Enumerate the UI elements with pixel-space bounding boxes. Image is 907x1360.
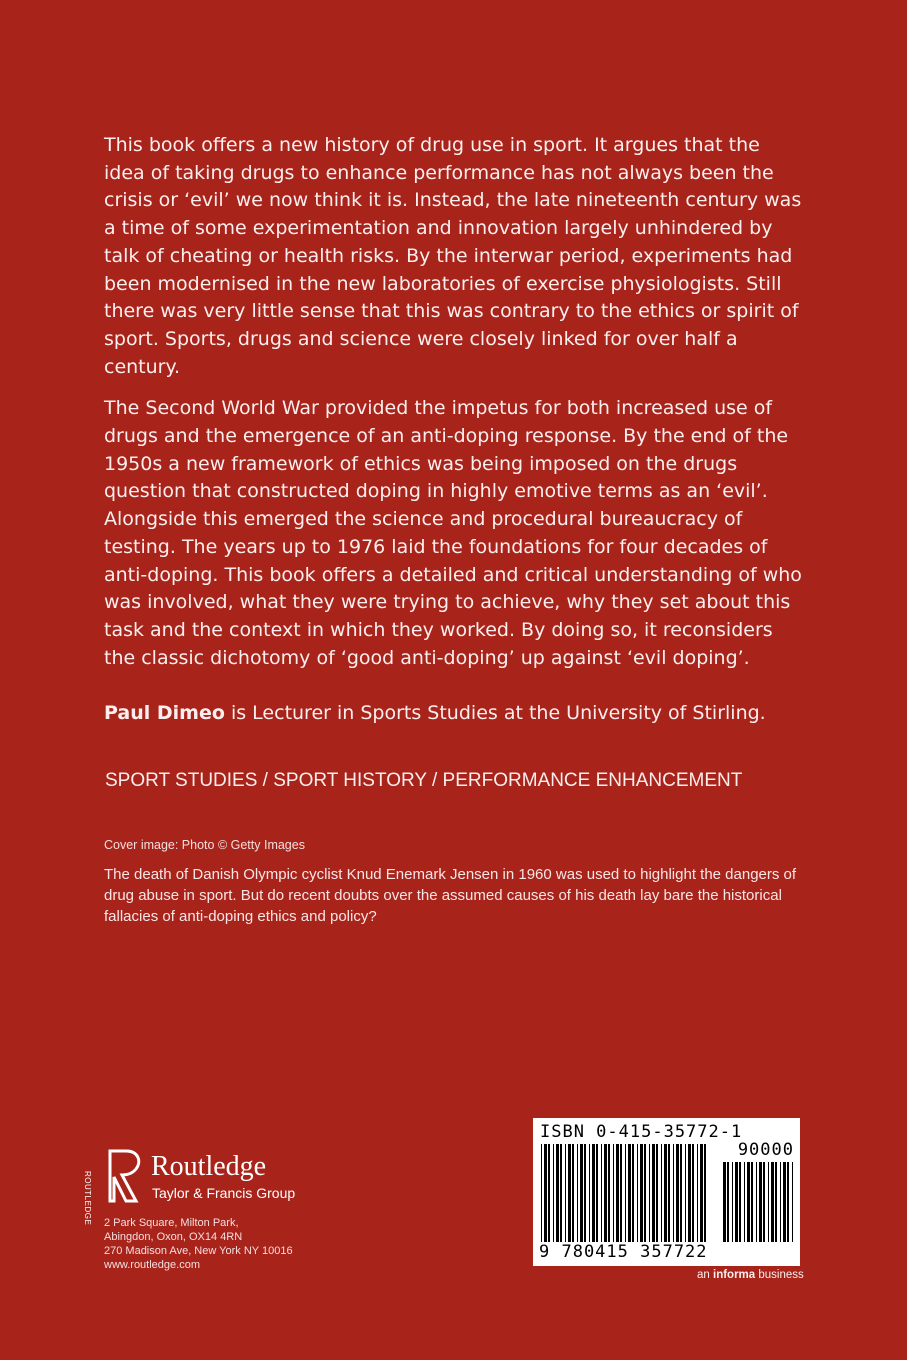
barcode-bar [601, 1144, 602, 1242]
barcode-bar [747, 1162, 750, 1242]
informa-brand: informa [713, 1269, 756, 1281]
informa-business-tag: an informa business [697, 1269, 804, 1281]
barcode-bar [739, 1162, 741, 1242]
barcode-bar [616, 1144, 619, 1242]
ean-number: 9 780415 357722 [539, 1242, 708, 1262]
isbn-barcode [533, 1118, 800, 1266]
barcode-bar [625, 1144, 626, 1242]
publisher-address [104, 1216, 293, 1272]
barcode-bar [620, 1144, 622, 1242]
barcode-bar [608, 1144, 610, 1242]
barcode-bar [780, 1162, 781, 1242]
address-line: 2 Park Square, Milton Park, [104, 1217, 239, 1229]
address-line: 270 Madison Ave, New York NY 10016 [104, 1245, 293, 1257]
barcode-bar [727, 1162, 729, 1242]
barcode-bar [637, 1144, 638, 1242]
routledge-r-icon [104, 1147, 148, 1207]
barcode-bar [652, 1144, 655, 1242]
barcode-bar [763, 1162, 765, 1242]
barcode-bar [744, 1162, 745, 1242]
barcode-bar [661, 1144, 662, 1242]
barcode-bar [768, 1162, 769, 1242]
description-paragraph-2: The Second World War provided the impetus for both increased use of drugs and the emergence of an anti-doping response. By the end of the 1950s a new framework of ethics was being imposed on the drugs question that constructed doping in highly emotive terms as an ‘evil’. Alongside this emerged the science and procedural bureaucracy of testing. The years up to 1976 laid the foundations for four decades of anti-doping. This book offers a detailed and critical understanding of who was involved, what they were trying to achieve, why they set about this task and the context in which they worked. By doing so, it reconsiders the classic dichotomy of ‘good anti-doping’ up against ‘evil doping’. [104, 397, 802, 669]
description-paragraph-1: This book offers a new history of drug use in sport. It argues that the idea of taking drugs to enhance performance has not always been the crisis or ‘evil’ we now think it is. Instead, the late nineteenth century was a time of some experimentation and innovation largely unhindered by talk of cheating or health risks. By the interwar period, experiments had been modernised in the new laboratories of exercise physiologists. Still there was very little sense that this was contrary to the ethics or spirit of sport. Sports, drugs and science were closely linked for over half a century. [104, 134, 802, 378]
publisher-group: Taylor & Francis Group [152, 1185, 296, 1201]
barcode-bar [568, 1144, 571, 1242]
barcode-bar [668, 1144, 670, 1242]
publisher-name: Routledge [151, 1151, 267, 1182]
barcode-bar [700, 1144, 703, 1242]
barcode-bar [556, 1144, 559, 1242]
address-line: Abingdon, Oxon, OX14 4RN [104, 1231, 243, 1243]
barcode-bar [704, 1144, 706, 1242]
routledge-vertical-text: ROUTLEDGE [83, 1171, 92, 1226]
barcode-bar [756, 1162, 757, 1242]
cover-image-caption: The death of Danish Olympic cyclist Knud Enemark Jensen in 1960 was used to highlight the dangers of drug abuse in sport. But do recent doubts over the assumed causes of his death lay bare the historical fallacies of anti-doping ethics and policy? [104, 866, 797, 925]
barcode-bar [771, 1162, 774, 1242]
author-name: Paul Dimeo [104, 702, 225, 724]
barcode-bar [775, 1162, 777, 1242]
barcode-bar [604, 1144, 607, 1242]
barcode-bar [732, 1162, 733, 1242]
barcode-bar [692, 1144, 694, 1242]
barcode-bar [723, 1162, 726, 1242]
barcode-bar [596, 1144, 598, 1242]
barcode-bar [592, 1144, 595, 1242]
author-bio-text: is Lecturer in Sports Studies at the University of Stirling. [224, 702, 766, 724]
cover-image-credit: Cover image: Photo © Getty Images [104, 838, 305, 852]
barcode-bar [787, 1162, 789, 1242]
barcode-bar [676, 1144, 679, 1242]
barcode-bar [548, 1144, 550, 1242]
price-code: 90000 [737, 1140, 794, 1160]
barcode-bar [759, 1162, 762, 1242]
barcode-bar [565, 1144, 566, 1242]
barcode-bar [688, 1144, 691, 1242]
barcode-bar [628, 1144, 631, 1242]
barcode-bar [541, 1144, 542, 1242]
barcode-bar [751, 1162, 753, 1242]
barcode-bar [644, 1144, 646, 1242]
barcode-bar [577, 1144, 578, 1242]
barcode-bar [640, 1144, 643, 1242]
barcode-bar [664, 1144, 667, 1242]
barcode-bar [680, 1144, 682, 1242]
barcode-bar [613, 1144, 614, 1242]
subject-categories: SPORT STUDIES / SPORT HISTORY / PERFORMANCE ENHANCEMENT [105, 770, 743, 791]
barcode-bar [553, 1144, 554, 1242]
barcode-bar [544, 1144, 547, 1242]
back-cover-description [104, 132, 804, 672]
barcode-bar [572, 1144, 574, 1242]
barcode-bar [792, 1162, 793, 1242]
barcode-bar [673, 1144, 674, 1242]
barcode-bar [735, 1162, 738, 1242]
barcode-bar [656, 1144, 658, 1242]
barcode-bar [589, 1144, 590, 1242]
publisher-website: www.routledge.com [104, 1259, 200, 1271]
barcode-bar [580, 1144, 583, 1242]
author-bio [104, 699, 766, 727]
barcode-bar [649, 1144, 650, 1242]
barcode-bar [783, 1162, 786, 1242]
barcode-bar [584, 1144, 586, 1242]
isbn-number: ISBN 0-415-35772-1 [540, 1122, 743, 1142]
barcode-bar [697, 1144, 698, 1242]
barcode-bar [560, 1144, 562, 1242]
barcode-bar [632, 1144, 634, 1242]
barcode-bar [685, 1144, 686, 1242]
